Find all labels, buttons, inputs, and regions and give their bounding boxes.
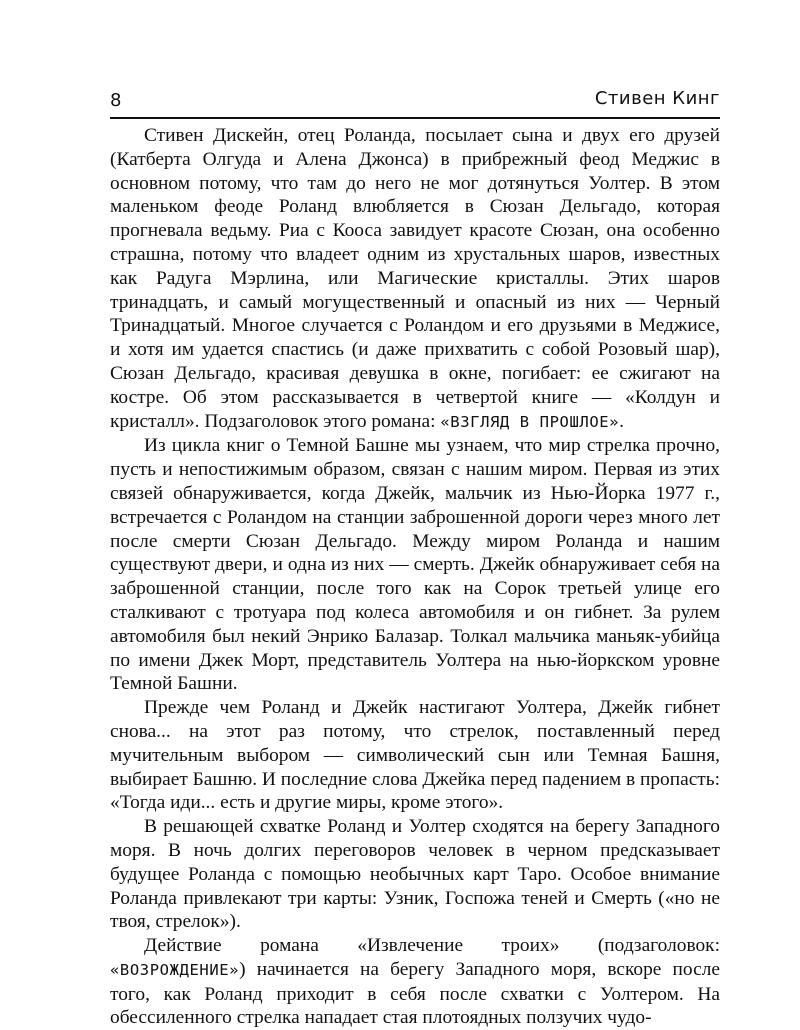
paragraph-3: Прежде чем Роланд и Джейк настигают Уолтера, Джейк гибнет снова... на этот раз потому, что стрелок, поставленный перед мучительным выбором — символический сын или Темная Башня, выбирает Башню. И последние слова Джейка перед падением в пропасть: «Тогда иди... есть и другие миры, кроме этого». [110,697,721,814]
paragraph-1-subtitle: «ВЗГЛЯД В ПРОШЛОЕ» [440,412,620,431]
paragraph-5-tail: ) начинается на берегу Западного моря, вскоре после того, как Роланд приходит в себя после схватки с Уолтером. На обессиленного стрелка нападает стая плотоядных ползучих чудо- [110,958,720,1029]
header-rule [110,117,720,119]
paragraph-2: Из цикла книг о Темной Башне мы узнаем, что мир стрелка прочно, пусть и непостижимым образом, связан с нашим миром. Первая из этих связей обнаруживается, когда Джейк, мальчик из Нью-Йорка 1977 г., встречается с Роландом на станции заброшенной дороги через много лет после смерти Сюзан Дельгадо. Между миром Роланда и нашим существуют двери, и одна из них — смерть. Джейк обнаруживает себя на заброшенной станции, после того как на Сорок третьей улице его сталкивают с тротуара под колеса автомобиля и он гибнет. За рулем автомобиля был некий Энрико Балазар. Толкал мальчика маньяк-убийца по имени Джек Морт, представитель Уолтера на нью-йоркском уровне Темной Башни. [110,435,720,695]
paragraph-5 [110,934,720,1030]
body-text [110,124,720,1030]
page-number: 8 [110,90,122,111]
paragraph-5-subtitle: «ВОЗРОЖДЕНИЕ» [110,960,240,979]
paragraph-5-text: Действие романа «Извлечение троих» (подзаголовок: [144,935,720,957]
paragraph-1-text: Стивен Дискейн, отец Роланда, посылает сына и двух его друзей (Катберта Олгуда и Алена Джонса) в прибрежный феод Меджис в основном потому, что там до него не мог дотянуться Уолтер. В этом маленьком феоде Роланд влюбляется в Сюзан Дельгадо, которая прогневала ведьму. Риа с Кооса завидует красоте Сюзан, она особенно страшна, потому что владеет одним из хрустальных шаров, известных как Радуга Мэрлина, или Магические кристаллы. Этих шаров тринадцать, и самый могущественный и опасный из них — Черный Тринадцатый. Многое случается с Роландом и его друзьями в Меджисе, и хотя им удается спастись (и даже прихватить с собой Розовый шар), Сюзан Дельгадо, красивая девушка в окне, погибает: ее сжигают на костре. Об этом рассказывается в четвертой книге — «Колдун и кристалл». Подзаголовок этого романа: [110,125,720,432]
paragraph-1-tail: . [619,410,624,432]
page-header [110,88,720,114]
paragraph-4: В решающей схватке Роланд и Уолтер сходятся на берегу Западного моря. В ночь долгих переговоров человек в черном предсказывает будущее Роланда с помощью необычных карт Таро. Особое внимание Роланда привлекают три карты: Узник, Госпожа теней и Смерть («но не твоя, стрелок»). [110,816,720,933]
paragraph-1 [110,124,720,434]
running-head: Стивен Кинг [594,88,720,109]
